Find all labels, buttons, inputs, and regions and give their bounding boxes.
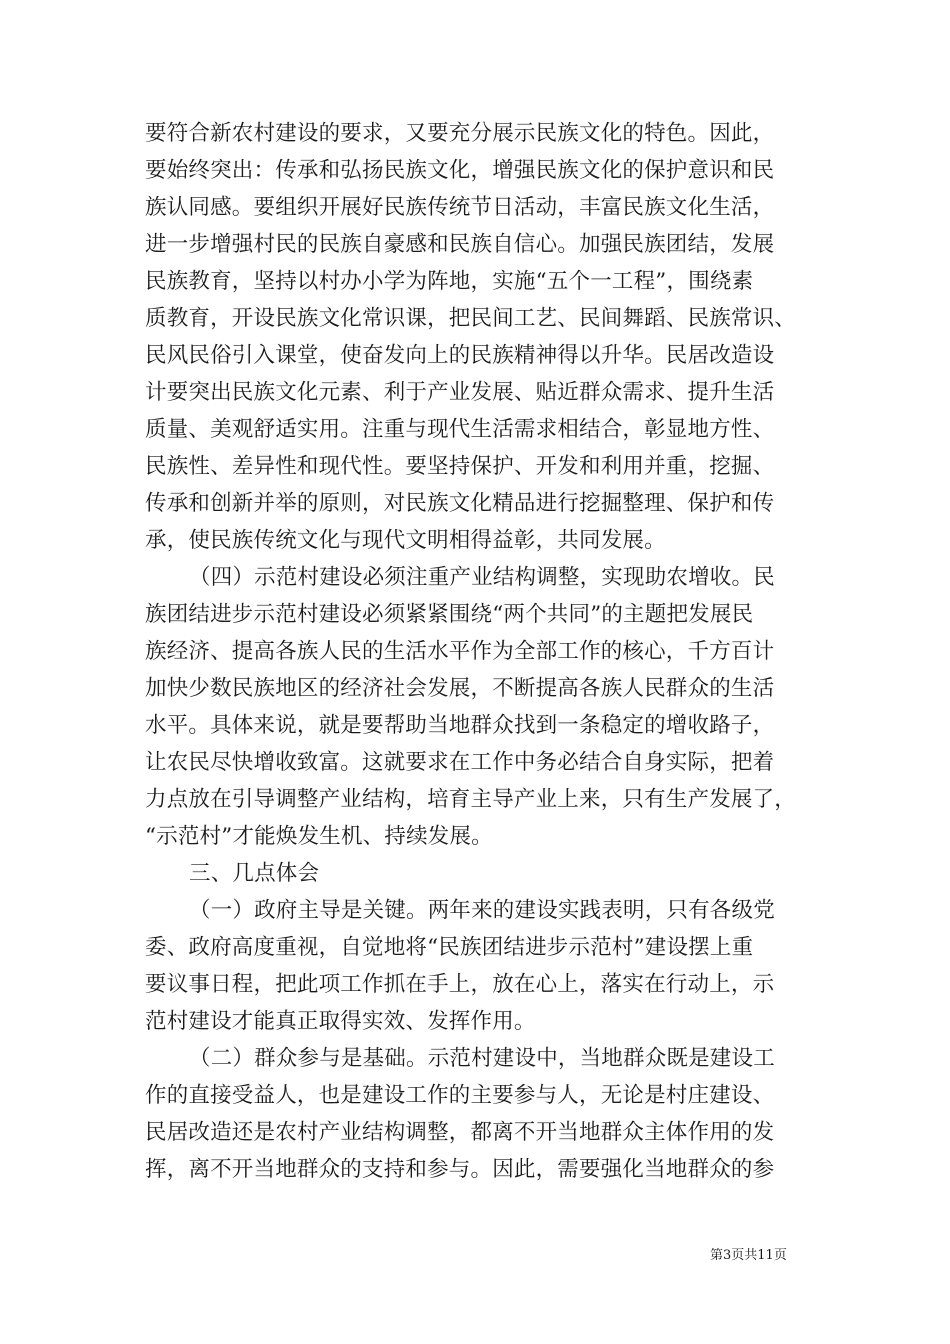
body-line: 传承和创新并举的原则，对民族文化精品进行挖掘整理、保护和传 [145,491,775,516]
body-line: 作的直接受益人，也是建设工作的主要参与人，无论是村庄建设、 [145,1083,775,1108]
body-line: 水平。具体来说，就是要帮助当地群众找到一条稳定的增收路子， [145,713,775,738]
body-line: 承，使民族传统文化与现代文明相得益彰，共同发展。 [145,528,666,553]
body-line: 民居改造还是农村产业结构调整，都离不开当地群众主体作用的发 [145,1120,775,1145]
body-line: 民族教育，坚持以村办小学为阵地，实施“五个一工程”，围绕素 [145,269,754,294]
body-line: 族团结进步示范村建设必须紧紧围绕“两个共同”的主题把发展民 [145,602,754,627]
body-line: 委、政府高度重视，自觉地将“民族团结进步示范村”建设摆上重 [145,935,754,960]
page-number-footer: 第3页共11页 [710,1248,787,1263]
body-line: 要始终突出：传承和弘扬民族文化，增强民族文化的保护意识和民 [145,158,775,183]
body-line: 计要突出民族文化元素、利于产业发展、贴近群众需求、提升生活 [145,380,775,405]
body-line: 质量、美观舒适实用。注重与现代生活需求相结合，彰显地方性、 [145,417,775,442]
section-paragraph-start: （四）示范村建设必须注重产业结构调整，实现助农增收。民 [189,565,775,590]
body-line: 民族性、差异性和现代性。要坚持保护、开发和利用并重，挖掘、 [145,454,775,479]
body-line: “示范村”才能焕发生机、持续发展。 [145,824,493,849]
body-line: 民风民俗引入课堂，使奋发向上的民族精神得以升华。民居改造设 [145,343,775,368]
body-line: 质教育，开设民族文化常识课，把民间工艺、民间舞蹈、民族常识、 [145,306,797,331]
body-line: 族经济、提高各族人民的生活水平作为全部工作的核心，千方百计 [145,639,775,664]
section-paragraph-start: （一）政府主导是关键。两年来的建设实践表明，只有各级党 [189,898,775,923]
body-line: 力点放在引导调整产业结构，培育主导产业上来，只有生产发展了， [145,787,797,812]
section-paragraph-start: （二）群众参与是基础。示范村建设中，当地群众既是建设工 [189,1046,775,1071]
body-line: 族认同感。要组织开展好民族传统节日活动，丰富民族文化生活， [145,195,775,220]
body-line: 加快少数民族地区的经济社会发展，不断提高各族人民群众的生活 [145,676,775,701]
body-line: 挥，离不开当地群众的支持和参与。因此，需要强化当地群众的参 [145,1157,775,1182]
body-line: 范村建设才能真正取得实效、发挥作用。 [145,1009,536,1034]
body-line: 要符合新农村建设的要求，又要充分展示民族文化的特色。因此， [145,121,775,146]
section-heading: 三、几点体会 [189,861,320,886]
body-line: 让农民尽快增收致富。这就要求在工作中务必结合自身实际，把着 [145,750,775,775]
body-line: 进一步增强村民的民族自豪感和民族自信心。加强民族团结，发展 [145,232,775,257]
body-line: 要议事日程，把此项工作抓在手上，放在心上，落实在行动上，示 [145,972,775,997]
